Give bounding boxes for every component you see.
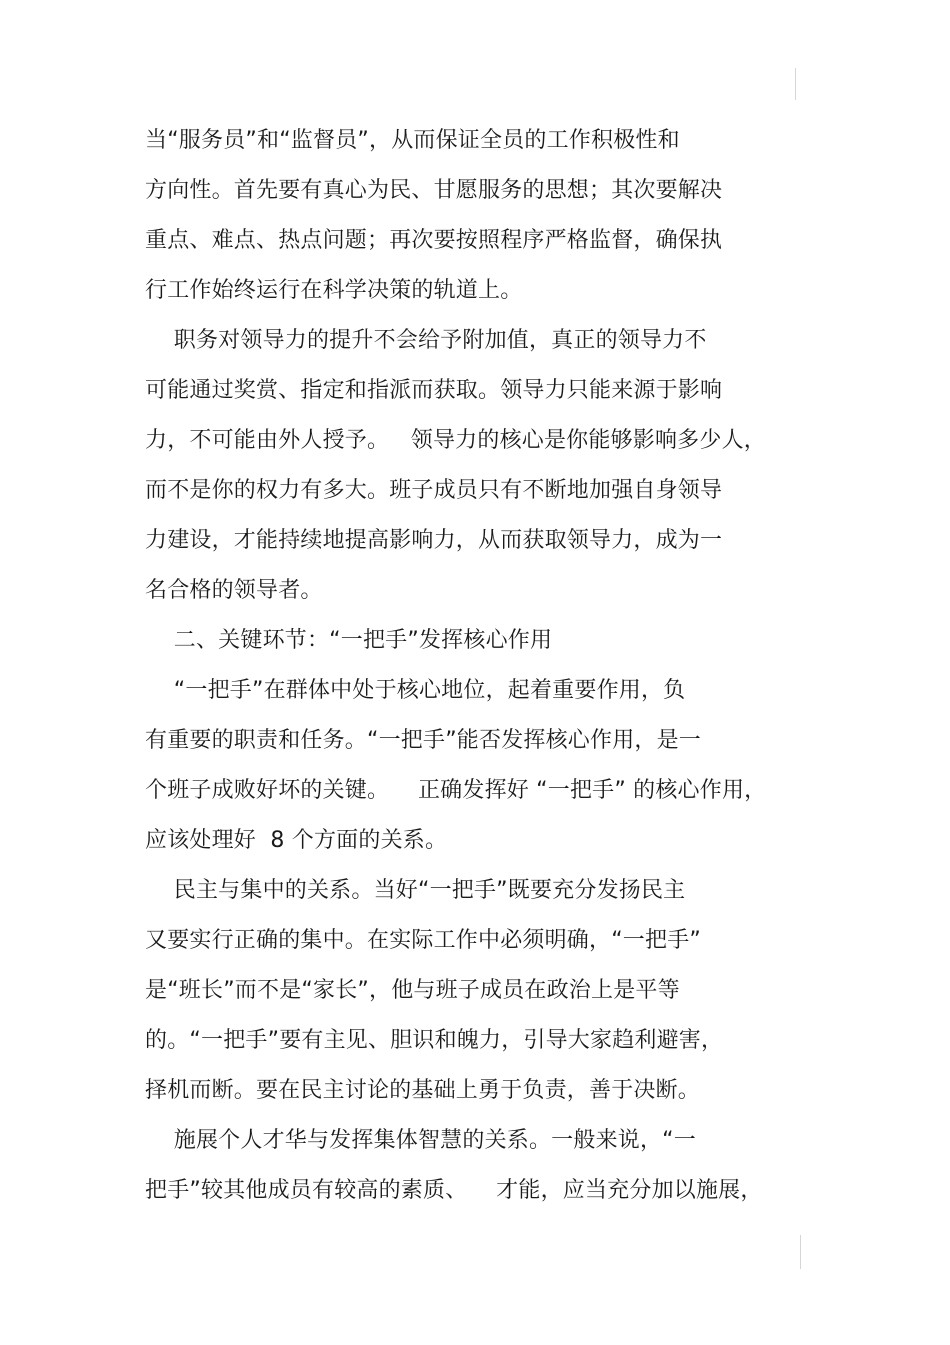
- text-line: 的。“一把手”要有主见、胆识和魄力，引导大家趋利避害，: [145, 1028, 724, 1053]
- text-line: 又要实行正确的集中。在实际工作中必须明确，“一把手”: [145, 928, 701, 953]
- text-line: 方向性。首先要有真心为民、甘愿服务的思想；其次要解决: [145, 178, 723, 203]
- text-line: 重点、难点、热点问题；再次要按照程序严格监督，确保执: [145, 228, 723, 253]
- paragraph-start-line: “一把手”在群体中处于核心地位，起着重要作用，负: [145, 678, 686, 703]
- text-line: 名合格的领导者。: [145, 578, 323, 603]
- text-line: 力，不可能由外人授予。 领导力的核心是你能够影响多少人，: [145, 428, 766, 453]
- text-line: 而不是你的权力有多大。班子成员只有不断地加强自身领导: [145, 478, 723, 503]
- text-line: 力建设，才能持续地提高影响力，从而获取领导力，成为一: [145, 528, 723, 553]
- section-heading: 二、关键环节：“一把手”发挥核心作用: [145, 628, 553, 653]
- paragraph-start-line: 民主与集中的关系。当好“一把手”既要充分发扬民主: [145, 878, 686, 903]
- top-right-margin-mark: [795, 68, 796, 100]
- text-line: 把手”较其他成员有较高的素质、 才能，应当充分加以施展，: [145, 1178, 763, 1203]
- text-line: 应该处理好 8 个方面的关系。: [145, 828, 448, 853]
- text-line: 行工作始终运行在科学决策的轨道上。: [145, 278, 523, 303]
- bottom-right-margin-mark: [800, 1235, 801, 1269]
- text-line: 当“服务员”和“监督员”，从而保证全员的工作积极性和: [145, 128, 680, 153]
- text-line: 个班子成败好坏的关键。 正确发挥好 “一把手” 的核心作用，: [145, 778, 767, 803]
- text-line: 择机而断。要在民主讨论的基础上勇于负责，善于决断。: [145, 1078, 701, 1103]
- text-line: 可能通过奖赏、指定和指派而获取。领导力只能来源于影响: [145, 378, 723, 403]
- text-line: 有重要的职责和任务。“一把手”能否发挥核心作用，是一: [145, 728, 701, 753]
- paragraph-start-line: 职务对领导力的提升不会给予附加值，真正的领导力不: [145, 328, 707, 353]
- paragraph-start-line: 施展个人才华与发挥集体智慧的关系。一般来说，“一: [145, 1128, 696, 1153]
- text-line: 是“班长”而不是“家长”，他与班子成员在政治上是平等: [145, 978, 680, 1003]
